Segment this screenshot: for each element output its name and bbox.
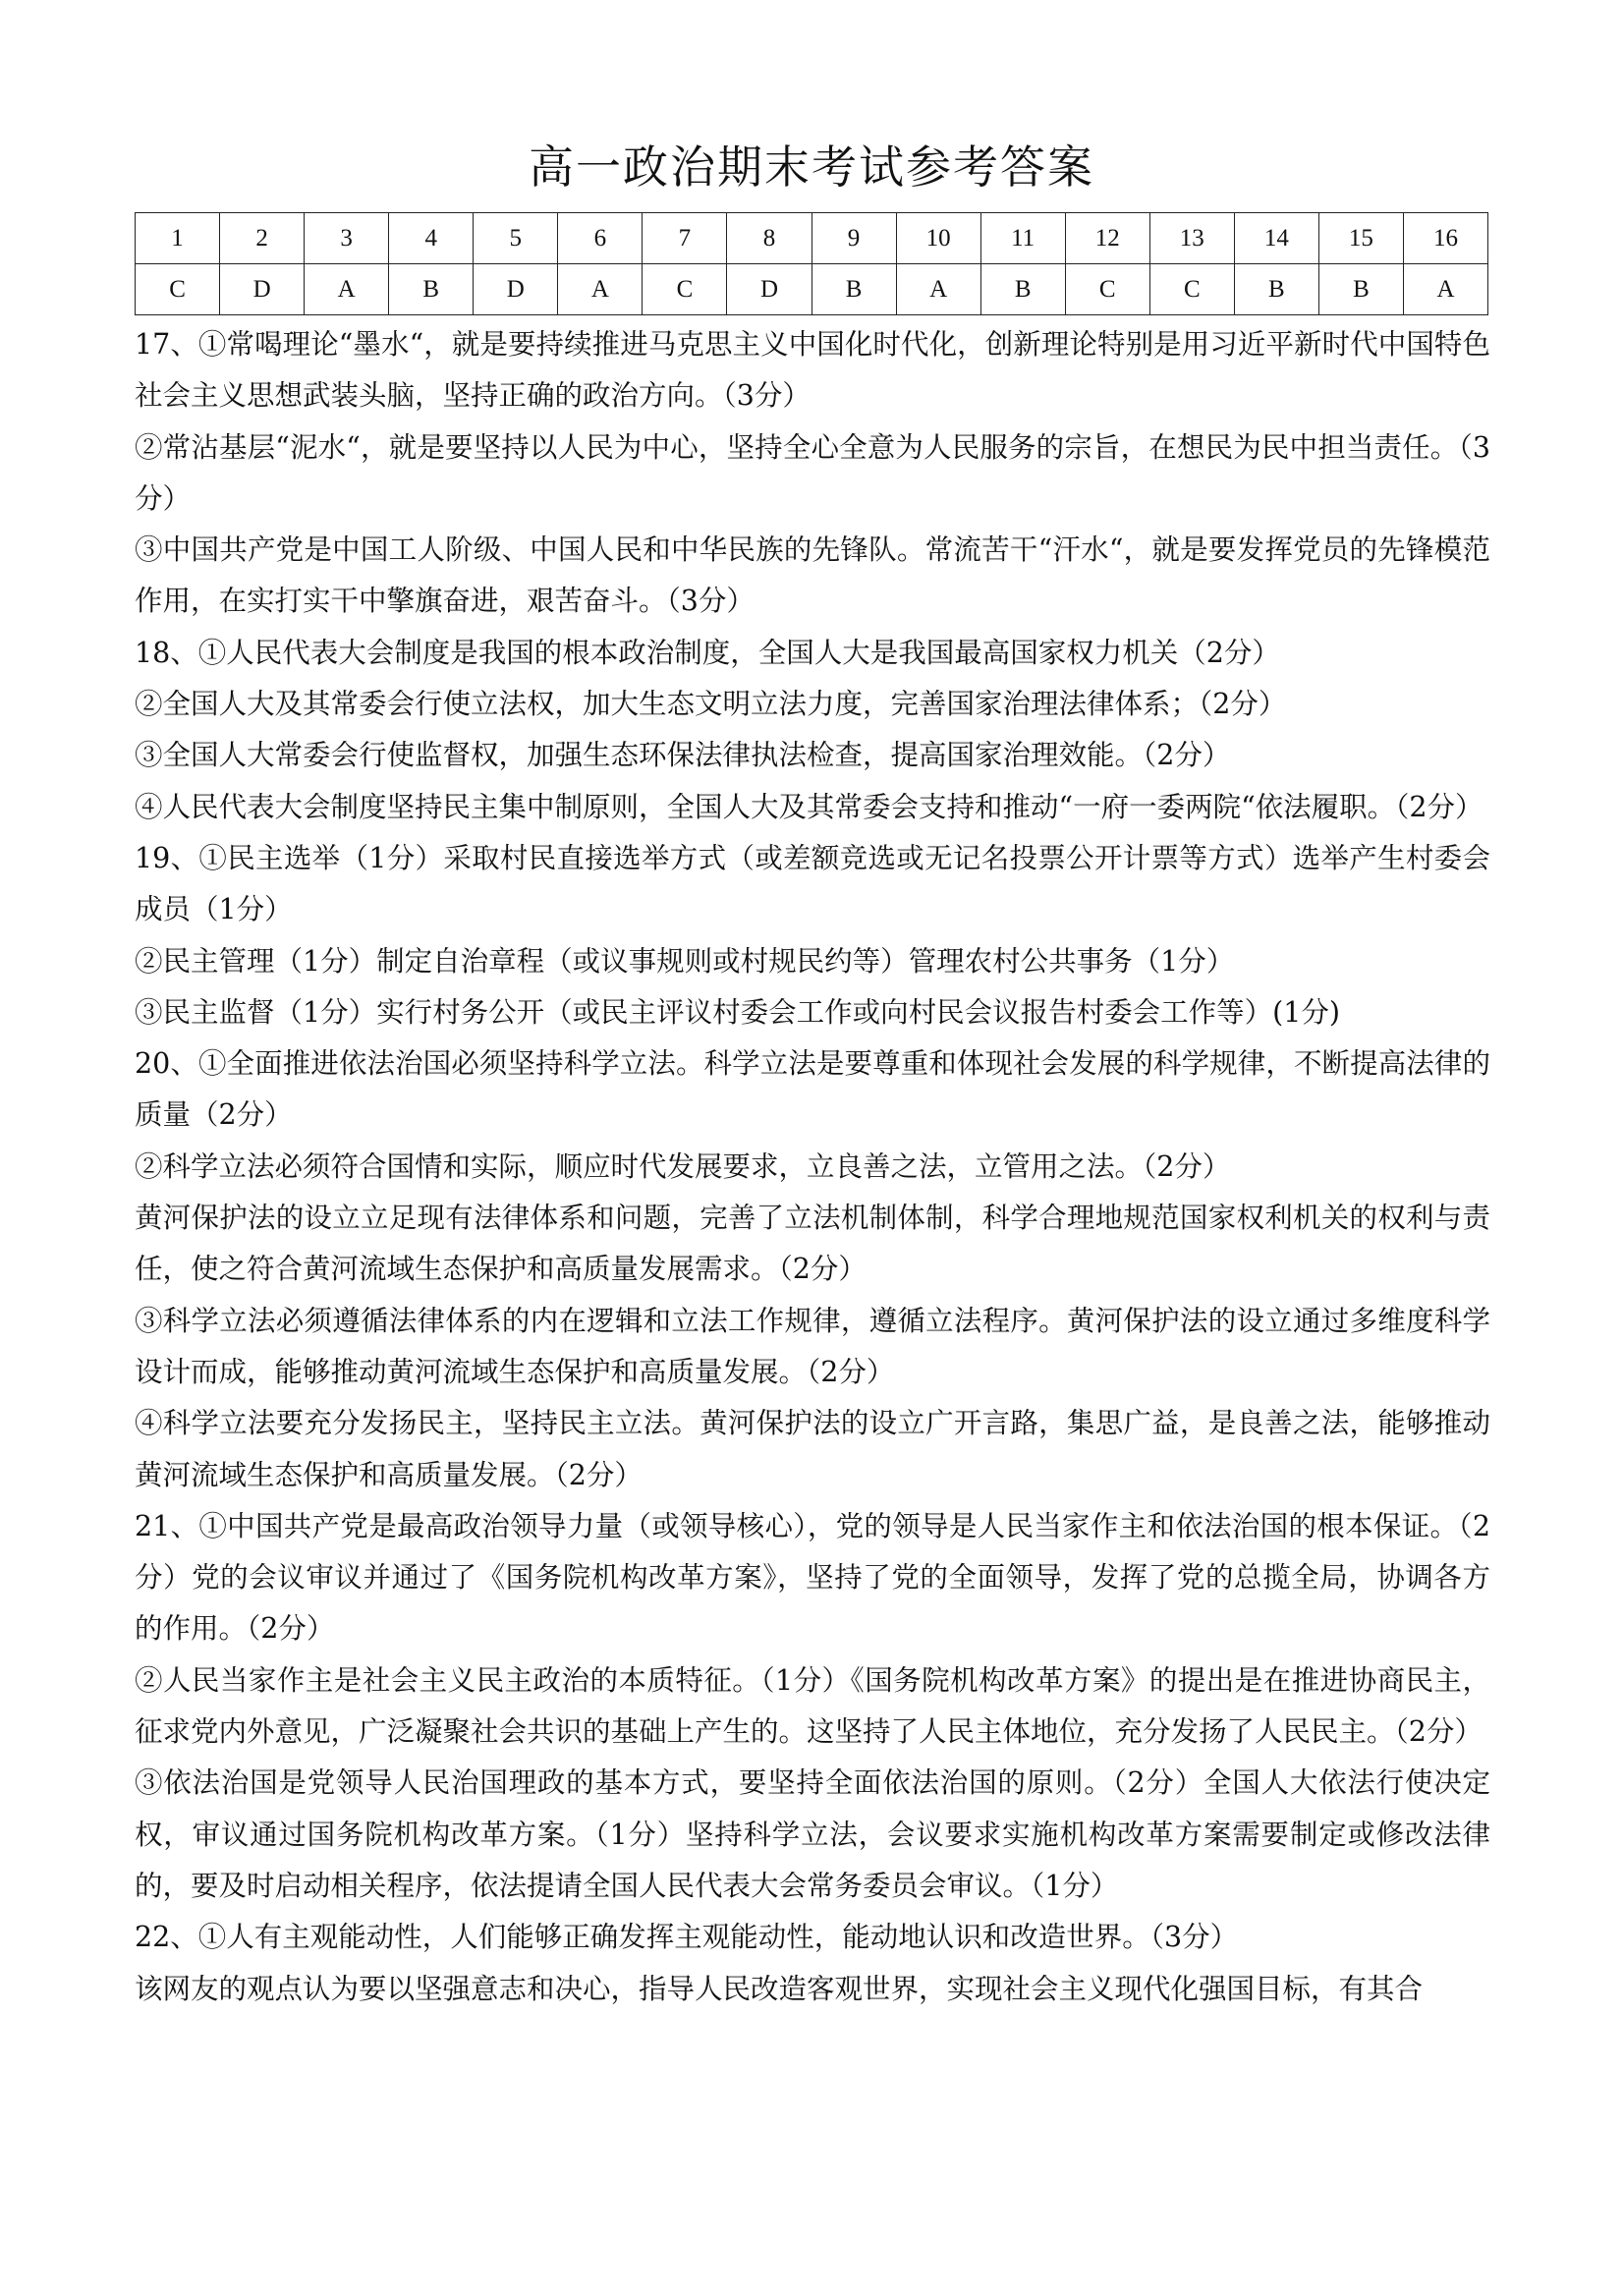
answer-cell: C [1149,264,1234,315]
question-number-cell: 2 [220,213,305,264]
answer-paragraph: 18、①人民代表大会制度是我国的根本政治制度，全国人大是我国最高国家权力机关（2分） [135,636,1280,669]
answer-paragraph: ③民主监督（1分）实行村务公开（或民主评议村委会工作或向村民会议报告村委会工作等）(1分) [135,995,1341,1029]
answer-cell: D [474,264,558,315]
answer-explanations [135,319,1490,2015]
question-number-cell: 16 [1403,213,1487,264]
answer-paragraph: ②民主管理（1分）制定自治章程（或议事规则或村规民约等）管理农村公共事务（1分） [135,944,1235,978]
answer-paragraph: ④人民代表大会制度坚持民主集中制原则，全国人大及其常委会支持和推动“一府一委两院“依法履职。（2分） [135,790,1483,823]
question-number-cell: 9 [812,213,896,264]
answer-paragraph: ④科学立法要充分发扬民主，坚持民主立法。黄河保护法的设立广开言路，集思广益，是良善之法，能够推动黄河流域生态保护和高质量发展。（2分） [135,1407,1490,1491]
answer-cell: A [896,264,980,315]
answer-paragraph: ②科学立法必须符合国情和实际，顺应时代发展要求，立良善之法，立管用之法。（2分） [135,1149,1231,1183]
question-number-cell: 3 [305,213,389,264]
answer-paragraph: ②常沾基层“泥水“，就是要坚持以人民为中心，坚持全心全意为人民服务的宗旨，在想民为民中担当责任。（3分） [135,430,1490,515]
answer-paragraph: 黄河保护法的设立立足现有法律体系和问题，完善了立法机制体制，科学合理地规范国家权利机关的权利与责任，使之符合黄河流域生态保护和高质量发展需求。（2分） [135,1202,1490,1286]
answer-paragraph: ③中国共产党是中国工人阶级、中国人民和中华民族的先锋队。常流苦干“汗水“，就是要发挥党员的先锋模范作用，在实打实干中擎旗奋进，艰苦奋斗。（3分） [135,533,1490,618]
answer-paragraph: 20、①全面推进依法治国必须坚持科学立法。科学立法是要尊重和体现社会发展的科学规律，不断提高法律的质量（2分） [135,1047,1490,1132]
question-number-cell: 15 [1318,213,1403,264]
answer-cell: B [1234,264,1318,315]
answer-cell: A [1403,264,1487,315]
answer-cell: C [643,264,727,315]
question-number-row [136,213,1488,264]
question-number-cell: 7 [643,213,727,264]
answer-paragraph: 19、①民主选举（1分）采取村民直接选举方式（或差额竞选或无记名投票公开计票等方式）选举产生村委会成员（1分） [135,841,1490,926]
answer-cell: D [727,264,812,315]
question-number-cell: 6 [558,213,643,264]
question-number-cell: 13 [1149,213,1234,264]
question-number-cell: 10 [896,213,980,264]
answer-key-table [135,212,1488,315]
question-number-cell: 4 [389,213,474,264]
page-title: 高一政治期末考试参考答案 [529,140,1094,194]
answer-cell: B [389,264,474,315]
answer-paragraph: ③科学立法必须遵循法律体系的内在逻辑和立法工作规律，遵循立法程序。黄河保护法的设立通过多维度科学设计而成，能够推动黄河流域生态保护和高质量发展。（2分） [135,1304,1490,1388]
question-number-cell: 11 [980,213,1065,264]
question-number-cell: 14 [1234,213,1318,264]
answer-paragraph: 22、①人有主观能动性，人们能够正确发挥主观能动性，能动地认识和改造世界。（3分） [135,1921,1239,1954]
question-number-cell: 8 [727,213,812,264]
answer-cell: B [980,264,1065,315]
answer-cell: D [220,264,305,315]
answer-paragraph: ③全国人大常委会行使监督权，加强生态环保法律执法检查，提高国家治理效能。（2分） [135,739,1231,772]
answer-cell: C [1065,264,1149,315]
answer-paragraph: 17、①常喝理论“墨水“，就是要持续推进马克思主义中国化时代化，创新理论特别是用习近平新时代中国特色社会主义思想武装头脑，坚持正确的政治方向。（3分） [135,328,1490,413]
answer-cell: B [1318,264,1403,315]
answer-cell: A [305,264,389,315]
question-number-cell: 1 [136,213,220,264]
question-number-cell: 12 [1065,213,1149,264]
answer-paragraph: ③依法治国是党领导人民治国理政的基本方式，要坚持全面依法治国的原则。（2分）全国人大依法行使决定权，审议通过国务院机构改革方案。（1分）坚持科学立法，会议要求实施机构改革方案需要制定或修改法律的，要及时启动相关程序，依法提请全国人民代表大会常务委员会审议。（1分） [135,1766,1490,1902]
answer-paragraph: 21、①中国共产党是最高政治领导力量（或领导核心），党的领导是人民当家作主和依法治国的根本保证。（2分）党的会议审议并通过了《国务院机构改革方案》，坚持了党的全面领导，发挥了党的总揽全局，协调各方的作用。（2分） [135,1509,1490,1646]
answer-paragraph: ②人民当家作主是社会主义民主政治的本质特征。（1分）《国务院机构改革方案》的提出是在推进协商民主，征求党内外意见，广泛凝聚社会共识的基础上产生的。这坚持了人民主体地位，充分发扬了人民民主。（2分） [135,1663,1490,1749]
question-number-cell: 5 [474,213,558,264]
answer-paragraph: 该网友的观点认为要以坚强意志和决心，指导人民改造客观世界，实现社会主义现代化强国目标，有其合 [135,1972,1424,2005]
answer-cell: B [812,264,896,315]
answer-row [136,264,1488,315]
answer-paragraph: ②全国人大及其常委会行使立法权，加大生态文明立法力度，完善国家治理法律体系；（2分） [135,688,1287,721]
answer-cell: C [136,264,220,315]
answer-cell: A [558,264,643,315]
